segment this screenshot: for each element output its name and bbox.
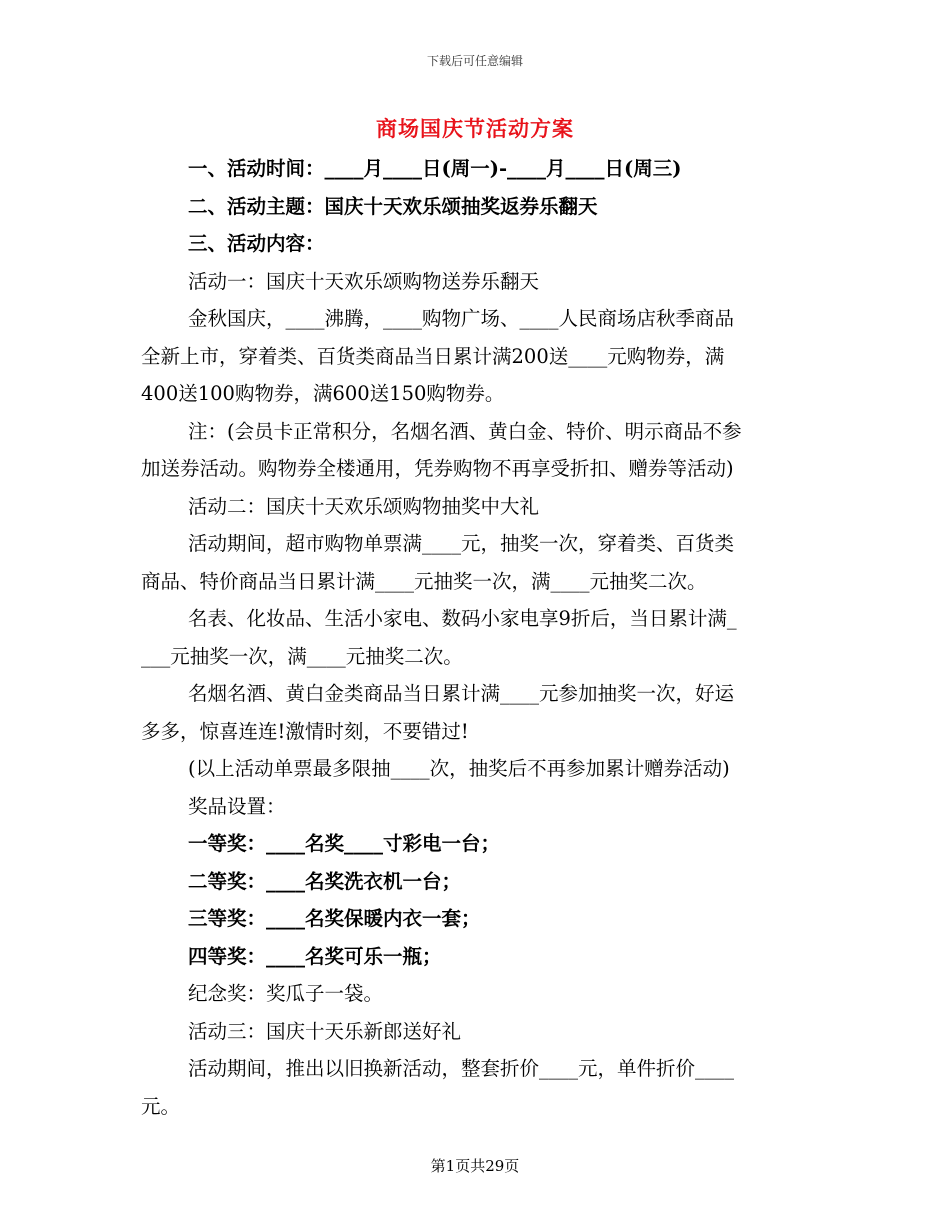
prize-third: 三等奖：____名奖保暖内衣一套； bbox=[188, 907, 481, 930]
paragraph-line: 400送100购物券，满600送150购物券。 bbox=[141, 382, 505, 405]
document-title: 商场国庆节活动方案 bbox=[376, 116, 574, 141]
section-activity-theme: 二、活动主题：国庆十天欢乐颂抽奖返券乐翻天 bbox=[188, 194, 598, 218]
paragraph-line: 商品、特价商品当日累计满____元抽奖一次，满____元抽奖二次。 bbox=[141, 569, 707, 593]
paragraph-line: 名表、化妆品、生活小家电、数码小家电享9折后，当日累计满_ bbox=[188, 607, 737, 630]
paragraph-line: 多多，惊喜连连!激情时刻，不要错过! bbox=[141, 719, 469, 743]
page-header-note: 下载后可任意编辑 bbox=[426, 54, 523, 68]
prize-first: 一等奖：____名奖____寸彩电一台； bbox=[188, 832, 501, 855]
prize-commemorative: 纪念奖：奖瓜子一袋。 bbox=[188, 982, 384, 1005]
paragraph-line: 元。 bbox=[141, 1094, 181, 1118]
paragraph-line: 金秋国庆，____沸腾，____购物广场、____人民商场店秋季商品 bbox=[188, 307, 735, 330]
paragraph-line: 名烟名酒、黄白金类商品当日累计满____元参加抽奖一次，好运 bbox=[188, 682, 735, 705]
paragraph-line: 活动期间，推出以旧换新活动，整套折价____元，单件折价____ bbox=[188, 1057, 735, 1080]
paragraph-line: 全新上市，穿着类、百货类商品当日累计满200送____元购物券，满 bbox=[141, 344, 725, 368]
prizes-heading: 奖品设置： bbox=[188, 794, 286, 818]
prize-second: 二等奖：____名奖洗衣机一台； bbox=[188, 869, 462, 893]
section-activity-content: 三、活动内容： bbox=[188, 232, 325, 255]
document-body bbox=[141, 150, 807, 1125]
page-number-footer: 第1页共29页 bbox=[430, 1157, 520, 1175]
prize-fourth: 四等奖：____名奖可乐一瓶； bbox=[188, 944, 442, 968]
activity-two-heading: 活动二：国庆十天欢乐颂购物抽奖中大礼 bbox=[188, 494, 540, 518]
note-line: 加送券活动。购物券全楼通用，凭券购物不再享受折扣、赠券等活动) bbox=[141, 457, 734, 480]
note-line: 注：(会员卡正常积分，名烟名酒、黄白金、特价、明示商品不参 bbox=[188, 419, 742, 443]
paragraph-line: (以上活动单票最多限抽____次，抽奖后不再参加累计赠券活动) bbox=[188, 757, 730, 780]
section-activity-time: 一、活动时间：____月____日(周一)-____月____日(周三) bbox=[188, 157, 682, 180]
paragraph-line: 活动期间，超市购物单票满____元，抽奖一次，穿着类、百货类 bbox=[188, 532, 735, 555]
activity-three-heading: 活动三：国庆十天乐新郎送好礼 bbox=[188, 1019, 462, 1043]
activity-one-heading: 活动一：国庆十天欢乐颂购物送券乐翻天 bbox=[188, 269, 540, 293]
paragraph-line: ___元抽奖一次，满____元抽奖二次。 bbox=[141, 644, 463, 668]
